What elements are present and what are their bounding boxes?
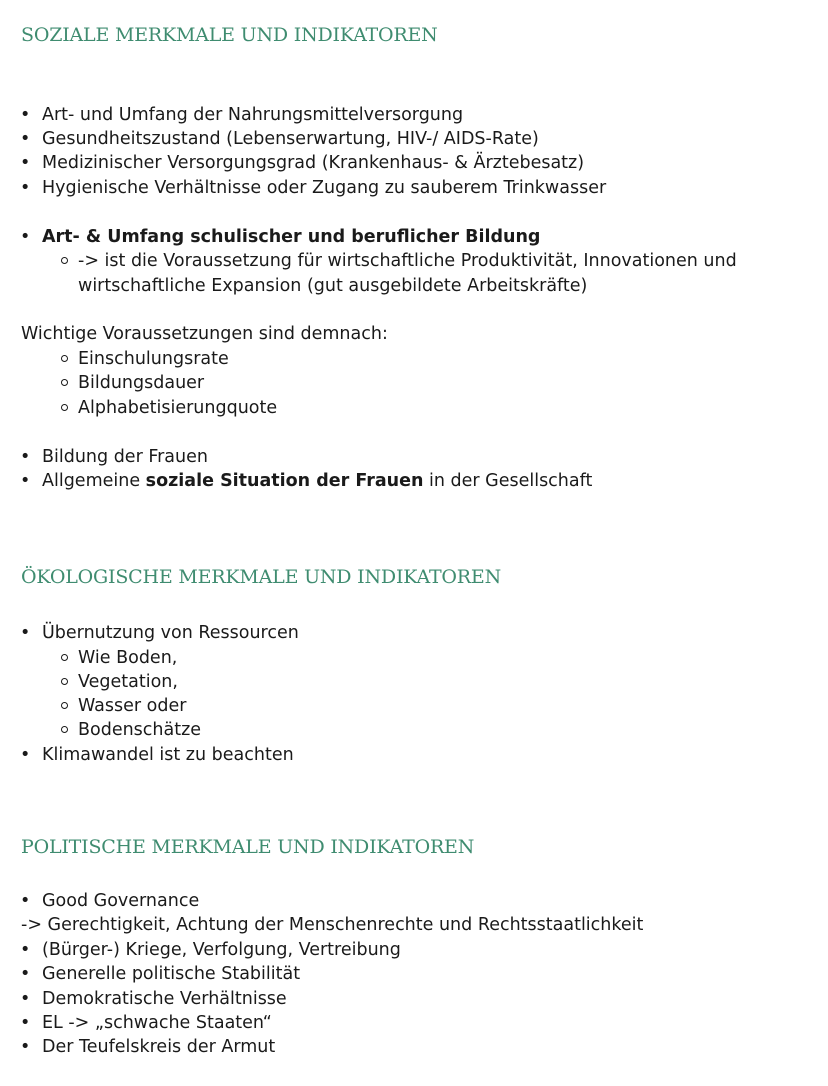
- list-item: Demokratische Verhältnisse: [42, 989, 287, 1009]
- bullet: •: [20, 105, 31, 125]
- list-item: Gesundheitszustand (Lebenserwartung, HIV-/ AIDS-Rate): [42, 129, 539, 149]
- bullet: •: [20, 178, 31, 198]
- list-item: Klimawandel ist zu beachten: [42, 745, 294, 765]
- list-item: Bildung der Frauen: [42, 447, 208, 467]
- section-heading-ecological: ÖKOLOGISCHE MERKMALE UND INDIKATOREN: [21, 566, 502, 588]
- text-fragment: in der Gesellschaft: [423, 471, 593, 491]
- sub-bullet: [61, 726, 68, 733]
- sub-bullet: [61, 702, 68, 709]
- sub-list-item: -> ist die Voraussetzung für wirtschaftliche Produktivität, Innovationen und: [78, 251, 737, 271]
- list-item: Generelle politische Stabilität: [42, 964, 301, 984]
- bullet: •: [20, 1037, 31, 1057]
- bullet: •: [20, 1013, 31, 1033]
- sub-list-item-continuation: wirtschaftliche Expansion (gut ausgebildete Arbeitskräfte): [78, 276, 588, 296]
- sub-list-item: Bildungsdauer: [78, 373, 205, 393]
- bullet: •: [20, 153, 31, 173]
- sub-list-item: Alphabetisierungquote: [78, 398, 278, 418]
- bold-text-fragment: soziale Situation der Frauen: [145, 471, 424, 491]
- list-item: Medizinischer Versorgungsgrad (Krankenhaus- & Ärztebesatz): [42, 153, 585, 173]
- list-item: EL -> „schwache Staaten“: [42, 1013, 272, 1033]
- bullet: •: [20, 989, 31, 1009]
- section-heading-political: POLITISCHE MERKMALE UND INDIKATOREN: [21, 836, 475, 858]
- education-bold-text: Art- & Umfang schulischer und beruflicher Bildung: [42, 227, 541, 247]
- list-item: Der Teufelskreis der Armut: [42, 1037, 276, 1057]
- sub-bullet: [61, 678, 68, 685]
- bullet: •: [20, 471, 31, 491]
- list-item-women-situation: [42, 469, 592, 493]
- bullet: •: [20, 964, 31, 984]
- prereq-intro: Wichtige Voraussetzungen sind demnach:: [21, 324, 388, 344]
- bullet: •: [20, 745, 31, 765]
- sub-bullet: [61, 404, 68, 411]
- sub-list-item: Wie Boden,: [78, 648, 178, 668]
- sub-bullet: [61, 379, 68, 386]
- list-item: Art- und Umfang der Nahrungsmittelversorgung: [42, 105, 464, 125]
- text-fragment: Allgemeine: [42, 471, 146, 491]
- bullet: •: [20, 891, 31, 911]
- sub-bullet: [61, 654, 68, 661]
- governance-note: -> Gerechtigkeit, Achtung der Menschenrechte und Rechtsstaatlichkeit: [21, 915, 644, 935]
- list-item: Hygienische Verhältnisse oder Zugang zu sauberem Trinkwasser: [42, 178, 607, 198]
- section-heading-social: SOZIALE MERKMALE UND INDIKATOREN: [21, 24, 438, 46]
- bullet: •: [20, 940, 31, 960]
- sub-list-item: Einschulungsrate: [78, 349, 229, 369]
- sub-list-item: Bodenschätze: [78, 720, 202, 740]
- bullet: •: [20, 129, 31, 149]
- sub-list-item: Vegetation,: [78, 672, 178, 692]
- sub-list-item: Wasser oder: [78, 696, 187, 716]
- list-item: Good Governance: [42, 891, 200, 911]
- list-item: (Bürger-) Kriege, Verfolgung, Vertreibung: [42, 940, 401, 960]
- bullet: •: [20, 623, 31, 643]
- list-item: Übernutzung von Ressourcen: [42, 623, 299, 643]
- sub-bullet: [61, 257, 68, 264]
- sub-bullet: [61, 355, 68, 362]
- bullet: •: [20, 227, 31, 247]
- list-item-education: [42, 225, 540, 249]
- bullet: •: [20, 447, 31, 467]
